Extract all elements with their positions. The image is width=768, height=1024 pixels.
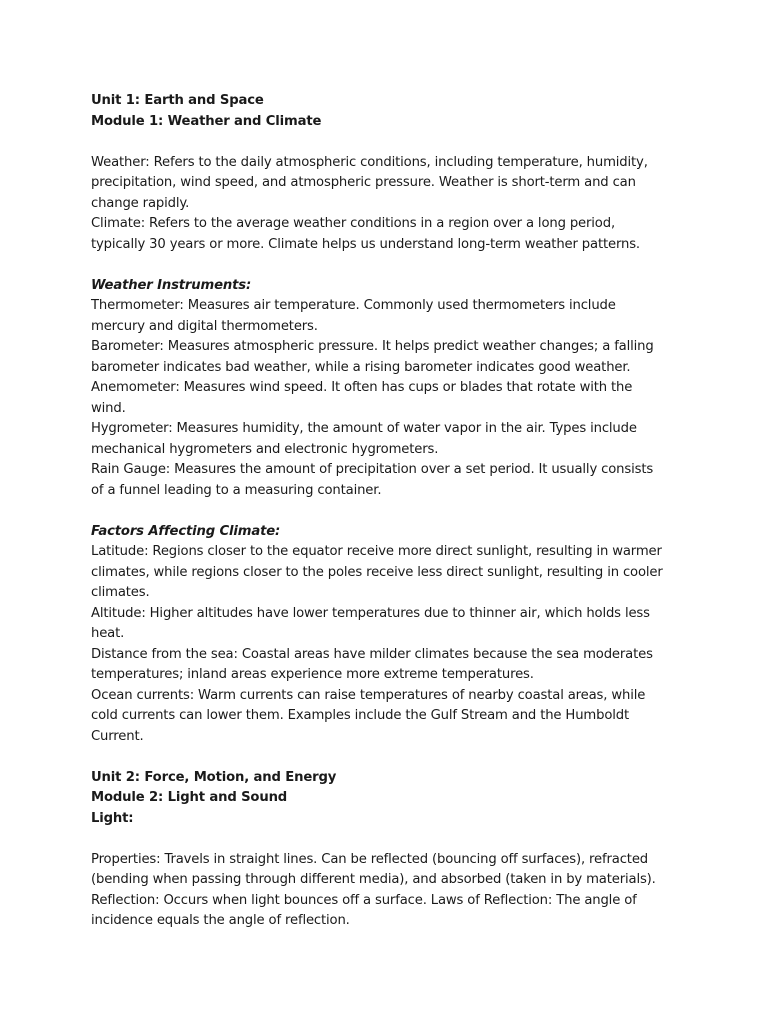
text-line: precipitation, wind speed, and atmospheric pressure. Weather is short-term and can: [91, 175, 636, 190]
spacer: [91, 829, 691, 850]
spacer: [91, 747, 691, 768]
document-page: [91, 91, 691, 932]
light-subheading: Light:: [91, 810, 134, 826]
text-line: Climate: Refers to the average weather conditions in a region over a long period,: [91, 216, 615, 231]
weather-instruments-heading: Weather Instruments:: [91, 277, 252, 293]
text-line: Barometer: Measures atmospheric pressure. It helps predict weather changes; a falling: [91, 339, 654, 354]
spacer: [91, 501, 691, 522]
module-2-title: Module 2: Light and Sound: [91, 790, 288, 805]
weather-instruments-list: [91, 296, 691, 501]
text-line: climates.: [91, 585, 150, 600]
text-line: (bending when passing through different media), and absorbed (taken in by materials).: [91, 872, 656, 887]
text-line: mercury and digital thermometers.: [91, 318, 318, 334]
text-line: heat.: [91, 626, 125, 641]
text-line: Anemometer: Measures wind speed. It often has cups or blades that rotate with the: [91, 380, 633, 395]
unit-1-title: Unit 1: Earth and Space: [91, 93, 264, 108]
text-line: typically 30 years or more. Climate helps us understand long-term weather patterns.: [91, 236, 640, 252]
text-line: Weather: Refers to the daily atmospheric conditions, including temperature, humidity,: [91, 154, 648, 170]
unit-2-title: Unit 2: Force, Motion, and Energy: [91, 769, 337, 785]
text-line: Current.: [91, 728, 144, 744]
text-line: cold currents can lower them. Examples include the Gulf Stream and the Humboldt: [91, 708, 629, 723]
text-line: Altitude: Higher altitudes have lower temperatures due to thinner air, which holds less: [91, 605, 650, 621]
spacer: [91, 255, 691, 276]
spacer: [91, 132, 691, 153]
text-line: Latitude: Regions closer to the equator receive more direct sunlight, resulting in warmer: [91, 544, 662, 559]
text-line: wind.: [91, 400, 126, 416]
text-line: Ocean currents: Warm currents can raise temperatures of nearby coastal areas, while: [91, 687, 646, 703]
text-line: barometer indicates bad weather, while a rising barometer indicates good weather.: [91, 359, 631, 375]
text-line: incidence equals the angle of reflection.: [91, 913, 350, 928]
text-line: temperatures; inland areas experience more extreme temperatures.: [91, 667, 534, 682]
text-line: mechanical hygrometers and electronic hygrometers.: [91, 441, 439, 457]
module-1-title: Module 1: Weather and Climate: [91, 113, 322, 129]
factors-affecting-climate-list: [91, 542, 691, 747]
text-line: Thermometer: Measures air temperature. Commonly used thermometers include: [91, 298, 616, 313]
light-paragraph: [91, 850, 691, 932]
weather-climate-paragraph: [91, 153, 691, 256]
text-line: Hygrometer: Measures humidity, the amount of water vapor in the air. Types include: [91, 421, 637, 436]
text-line: Rain Gauge: Measures the amount of precipitation over a set period. It usually consists: [91, 462, 654, 477]
text-line: change rapidly.: [91, 195, 190, 211]
factors-affecting-climate-heading: Factors Affecting Climate:: [91, 523, 281, 539]
text-line: Distance from the sea: Coastal areas have milder climates because the sea moderates: [91, 646, 653, 662]
text-line: Reflection: Occurs when light bounces off a surface. Laws of Reflection: The angle of: [91, 892, 637, 908]
text-line: climates, while regions closer to the poles receive less direct sunlight, resulting in cooler: [91, 564, 663, 580]
text-line: Properties: Travels in straight lines. Can be reflected (bouncing off surfaces), refracted: [91, 851, 649, 867]
text-line: of a funnel leading to a measuring container.: [91, 482, 382, 498]
